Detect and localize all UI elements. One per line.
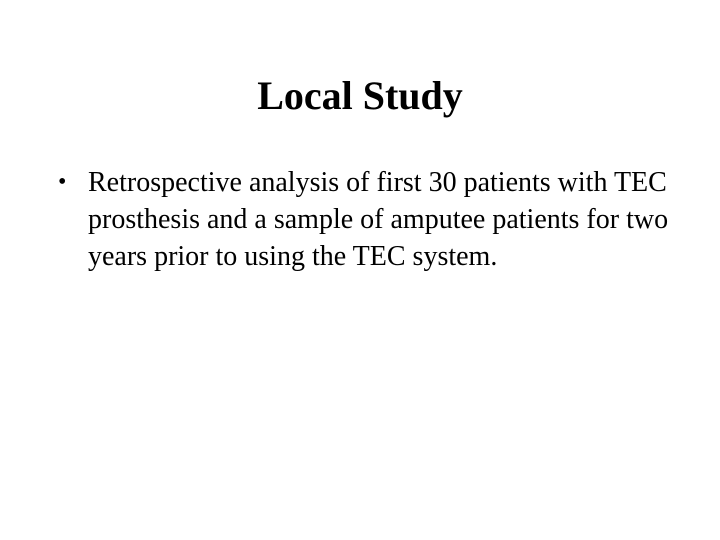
- slide-title: Local Study: [257, 73, 463, 118]
- bullet-text: Retrospective analysis of first 30 patients with TEC prosthesis and a sample of amputee patients for two years prior to using the TEC system.: [88, 167, 669, 272]
- bullet-item: [56, 164, 676, 275]
- bullet-list: [56, 164, 676, 275]
- bullet-dot-icon: •: [58, 169, 67, 195]
